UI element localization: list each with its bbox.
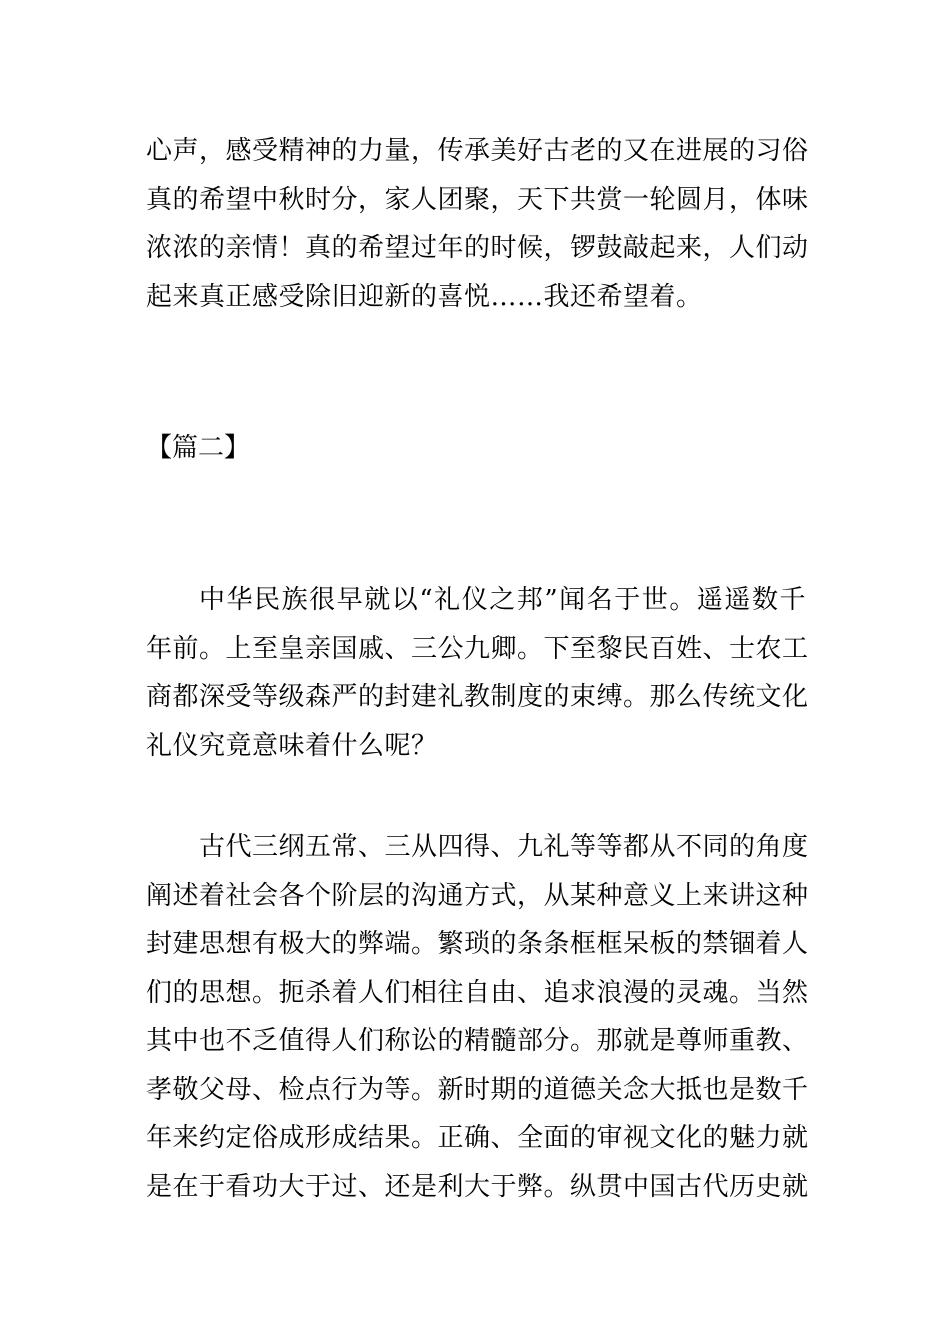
paragraph-line: 浓浓的亲情！真的希望过年的时候，锣鼓敲起来，人们动 bbox=[146, 233, 809, 263]
paragraph-line: 是在于看功大于过、还是利大于弊。纵贯中国古代历史就 bbox=[146, 1171, 809, 1202]
paragraph-line: 真的希望中秋时分，家人团聚，天下共赏一轮圆月，体味 bbox=[146, 184, 809, 215]
paragraph-line: 商都深受等级森严的封建礼教制度的束缚。那么传统文化 bbox=[146, 682, 809, 712]
paragraph-line: 孝敬父母、检点行为等。新时期的道德关念大抵也是数千 bbox=[146, 1074, 809, 1105]
paragraph-line: 年前。上至皇亲国戚、三公九卿。下至黎民百姓、士农工 bbox=[146, 633, 809, 664]
paragraph-2 bbox=[146, 576, 809, 770]
paragraph-1 bbox=[146, 127, 809, 321]
paragraph-line: 其中也不乏值得人们称讼的精髓部分。那就是尊师重教、 bbox=[146, 1026, 809, 1056]
paragraph-line: 礼仪究竟意味着什么呢？ bbox=[146, 730, 438, 761]
paragraph-line: 们的思想。扼杀着人们相往自由、追求浪漫的灵魂。当然 bbox=[146, 977, 809, 1008]
paragraph-line: 中华民族很早就以“礼仪之邦”闻名于世。遥遥数千 bbox=[199, 585, 806, 615]
paragraph-line: 阐述着社会各个阶层的沟通方式，从某种意义上来讲这种 bbox=[146, 880, 809, 911]
paragraph-line: 古代三纲五常、三从四得、九礼等等都从不同的角度 bbox=[199, 832, 809, 862]
paragraph-3 bbox=[146, 823, 809, 1211]
section-heading: 【篇二】 bbox=[146, 433, 251, 463]
paragraph-line: 封建思想有极大的弊端。繁琐的条条框框呆板的禁锢着人 bbox=[146, 929, 809, 959]
paragraph-line: 心声，感受精神的力量，传承美好古老的又在进展的习俗 bbox=[146, 136, 809, 166]
paragraph-line: 年来约定俗成形成结果。正确、全面的审视文化的魅力就 bbox=[146, 1123, 809, 1153]
paragraph-line: 起来真正感受除旧迎新的喜悦……我还希望着。 bbox=[146, 281, 703, 312]
